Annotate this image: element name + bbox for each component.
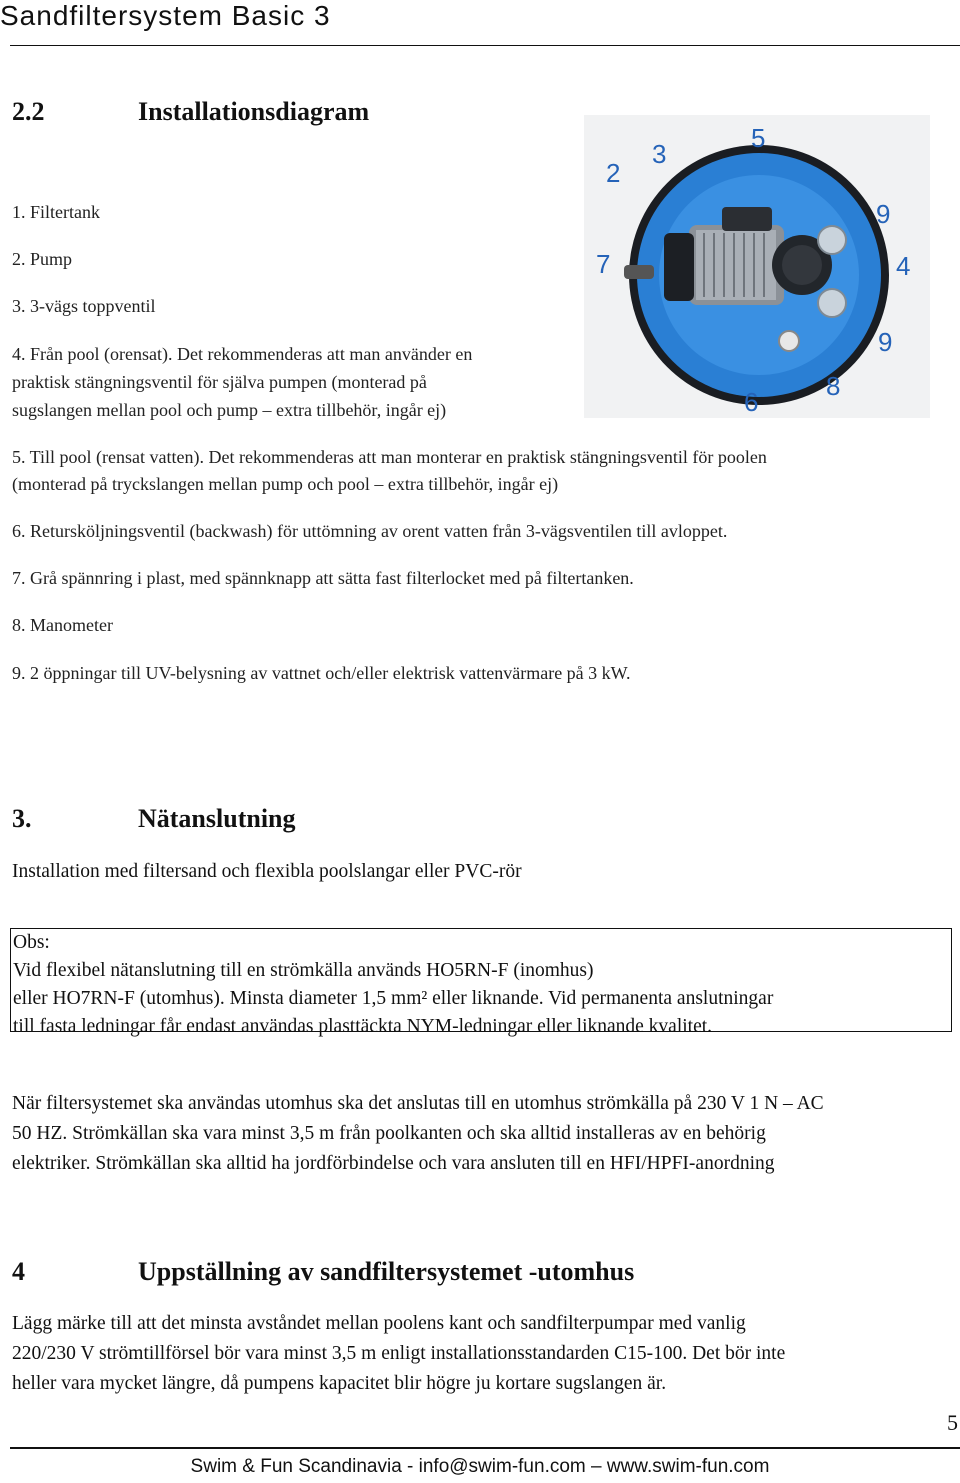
section-3-paragraph-line-3: elektriker. Strömkällan ska alltid ha jordförbindelse och vara ansluten till en HFI/HPFI-anordning	[12, 1153, 775, 1174]
section-4-number: 4	[12, 1257, 25, 1286]
section-4-paragraph	[12, 1309, 785, 1399]
obs-line-3: till fasta ledningar får endast användas plasttäckta NYM-ledningar eller liknande kvalitet.	[13, 1016, 713, 1037]
section-3-number: 3.	[12, 804, 32, 833]
section-4-title: Uppställning av sandfiltersystemet -utomhus	[138, 1257, 635, 1286]
list-item-4-line2: praktisk stängningsventil för själva pumpen (monterad på	[12, 372, 427, 392]
section-3-intro: Installation med filtersand och flexibla poolslangar eller PVC-rör	[12, 861, 522, 882]
section-4-paragraph-line-2: 220/230 V strömtillförsel bör vara minst 3,5 m enligt installationsstandarden C15-100. Det bör inte	[12, 1343, 786, 1364]
diagram-label-6: 6	[744, 387, 759, 417]
obs-line-2: eller HO7RN-F (utomhus). Minsta diameter 1,5 mm² eller liknande. Vid permanenta anslutningar	[13, 988, 774, 1009]
list-item-2: 2. Pump	[12, 249, 73, 269]
footer-text: Swim & Fun Scandinavia - info@swim-fun.com – www.swim-fun.com	[190, 1456, 770, 1477]
header-rule	[10, 45, 960, 46]
list-item-4-line3: sugslangen mellan pool och pump – extra tillbehör, ingår ej)	[12, 400, 447, 420]
list-item-4-line1: 4. Från pool (orensat). Det rekommenderas att man använder en	[12, 344, 473, 364]
list-item-3: 3. 3-vägs toppventil	[12, 296, 156, 316]
section-3-title: Nätanslutning	[138, 804, 296, 833]
list-item-7: 7. Grå spännring i plast, med spännknapp att sätta fast filterlocket med på filtertanken.	[12, 568, 634, 588]
installation-diagram	[584, 115, 930, 418]
section-2-2-number: 2.2	[12, 97, 45, 126]
diagram-label-9-bottom: 9	[878, 327, 893, 357]
section-2-2-title: Installationsdiagram	[138, 97, 370, 126]
list-item-8: 8. Manometer	[12, 615, 113, 635]
list-item-9: 9. 2 öppningar till UV-belysning av vattnet och/eller elektrisk vattenvärmare på 3 kW.	[12, 663, 631, 683]
list-item-6: 6. Retursköljningsventil (backwash) för uttömning av orent vatten från 3-vägsventilen till avloppet.	[12, 521, 728, 541]
list-item-5-line2: (monterad på tryckslangen mellan pump och pool – extra tillbehör, ingår ej)	[12, 474, 559, 494]
diagram-label-7: 7	[596, 249, 611, 279]
obs-box	[10, 928, 952, 1037]
diagram-label-5: 5	[751, 123, 766, 153]
section-3-paragraph-line-1: När filtersystemet ska användas utomhus ska det anslutas till en utomhus strömkälla på 230 V 1 N – AC	[12, 1093, 824, 1114]
list-item-5-line1: 5. Till pool (rensat vatten). Det rekommenderas att man monterar en praktisk stängningsventil för poolen	[12, 447, 767, 467]
diagram-label-9-top: 9	[876, 199, 891, 229]
section-3-paragraph-line-2: 50 HZ. Strömkällan ska vara minst 3,5 m från poolkanten och ska alltid installeras av en behörig	[12, 1123, 766, 1144]
obs-line-1: Vid flexibel nätanslutning till en strömkälla används HO5RN-F (inomhus)	[13, 960, 594, 981]
page-number: 5	[947, 1410, 958, 1435]
document-header-title: Sandfiltersystem Basic 3	[0, 0, 331, 31]
diagram-label-8: 8	[826, 371, 841, 401]
diagram-label-3: 3	[652, 139, 667, 169]
list-item-1: 1. Filtertank	[12, 202, 100, 222]
section-3-paragraph	[12, 1089, 824, 1179]
obs-label: Obs:	[13, 932, 50, 953]
section-4-paragraph-line-3: heller vara mycket längre, då pumpens kapacitet blir högre ju kortare sugslangen är.	[12, 1373, 667, 1394]
diagram-label-2: 2	[606, 158, 621, 188]
footer-rule	[10, 1447, 960, 1449]
diagram-label-4: 4	[896, 251, 911, 281]
section-4-paragraph-line-1: Lägg märke till att det minsta avståndet mellan poolens kant och sandfilterpumpar med vanlig	[12, 1313, 746, 1334]
